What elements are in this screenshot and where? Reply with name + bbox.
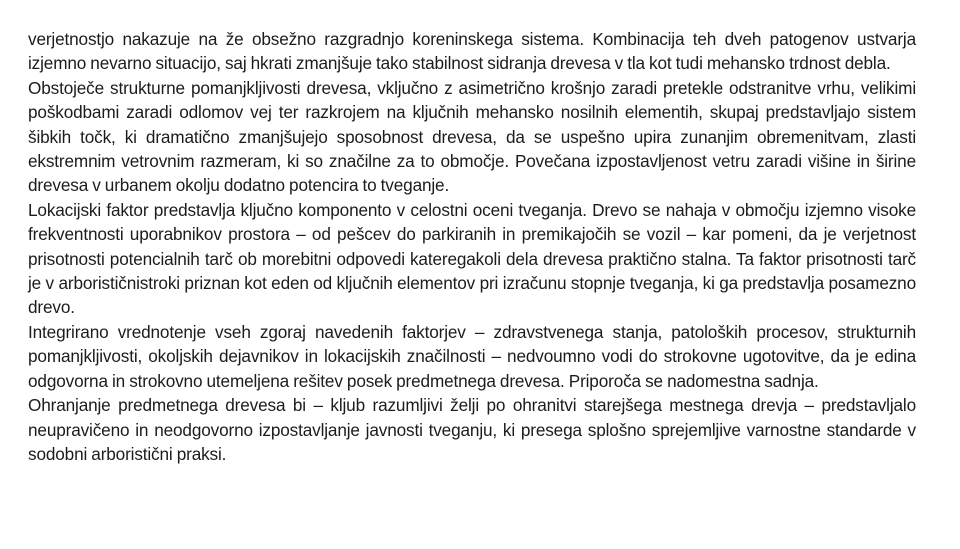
- paragraph-conclusion: Ohranjanje predmetnega drevesa bi – kljub razumljivi želji po ohranitvi starejšega mestnega drevja – predstavljalo neupravičeno in neodgovorno izpostavljanje javnosti tveganju, ki presega splošno sprejemljive varnostne standarde v sodobni arboristični praksi.: [28, 395, 916, 464]
- paragraph-location-factor: Lokacijski faktor predstavlja ključno komponento v celostni oceni tveganja. Drevo se nahaja v območju izjemno visoke frekventnosti uporabnikov prostora – od pešcev do parkiranih in premikajočih se vozil – kar pomeni, da je verjetnost prisotnosti potencialnih tarč ob morebitni odpovedi kateregakoli dela drevesa praktično stalna. Ta faktor prisotnosti tarč je v arborističnistroki priznan kot eden od ključnih elementov pri izračunu stopnje tveganja, ki ga predstavlja posamezno drevo.: [28, 199, 916, 318]
- paragraph-structural-defects: Obstoječe strukturne pomanjkljivosti drevesa, vključno z asimetrično krošnjo zaradi pretekle odstranitve vrhu, velikimi poškodbami zaradi odlomov vej ter razkrojem na ključnih mehansko nosilnih elementih, skupaj predstavljajo sistem šibkih točk, ki dramatično zmanjšujejo sposobnost drevesa, da se uspešno upira zunanjim obremenitvam, zlasti ekstremnim vetrovnim razmeram, ki so značilne za to območje. Povečana izpostavljenost vetru zaradi višine in širine drevesa v urbanem okolju dodatno potencira to tveganje.: [28, 77, 916, 196]
- paragraph-root-decay: verjetnostjo nakazuje na že obsežno razgradnjo koreninskega sistema. Kombinacija teh dveh patogenov ustvarja izjemno nevarno situacijo, saj hkrati zmanjšuje tako stabilnost sidranja drevesa v tla kot tudi mehansko trdnost debla.: [28, 29, 916, 74]
- document-body: [28, 27, 916, 466]
- paragraph-integrated-assessment: Integrirano vrednotenje vseh zgoraj navedenih faktorjev – zdravstvenega stanja, patoloških procesov, strukturnih pomanjkljivosti, okoljskih dejavnikov in lokacijskih značilnosti – nedvoumno vodi do strokovne ugotovitve, da je edina odgovorna in strokovno utemeljena rešitev posek predmetnega drevesa. Priporoča se nadomestna sadnja.: [28, 321, 916, 391]
